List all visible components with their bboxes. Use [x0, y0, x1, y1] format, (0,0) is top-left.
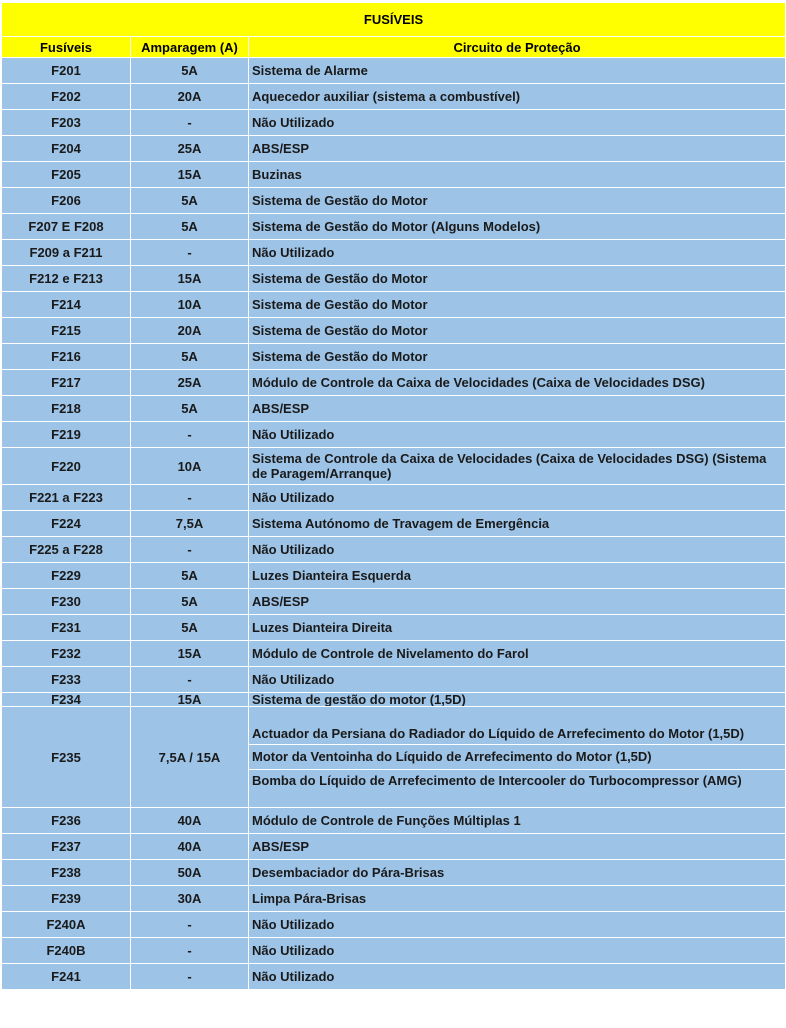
- table-title: FUSÍVEIS: [2, 3, 786, 37]
- circuit-cell: ABS/ESP: [249, 136, 786, 162]
- fuse-cell: F236: [2, 808, 131, 834]
- amperage-cell: -: [131, 240, 249, 266]
- fuse-cell: F219: [2, 422, 131, 448]
- fuse-cell: F241: [2, 964, 131, 990]
- circuit-cell: Desembaciador do Pára-Brisas: [249, 860, 786, 886]
- fuse-cell: F201: [2, 58, 131, 84]
- amperage-cell: 5A: [131, 344, 249, 370]
- table-row: [2, 886, 786, 912]
- fuse-cell: F225 a F228: [2, 537, 131, 563]
- circuit-cell: Sistema de Gestão do Motor: [249, 292, 786, 318]
- table-row: [2, 396, 786, 422]
- fuse-cell: F238: [2, 860, 131, 886]
- circuit-item: Bomba do Líquido de Arrefecimento de Intercooler do Turbocompressor (AMG): [249, 769, 785, 791]
- table-row: [2, 834, 786, 860]
- circuit-cell: Não Utilizado: [249, 912, 786, 938]
- circuit-cell: Luzes Dianteira Direita: [249, 615, 786, 641]
- table-row: [2, 370, 786, 396]
- amperage-cell: 15A: [131, 693, 249, 707]
- table-row: [2, 344, 786, 370]
- circuit-cell: Não Utilizado: [249, 240, 786, 266]
- table-row: [2, 860, 786, 886]
- amperage-cell: 15A: [131, 266, 249, 292]
- table-row: [2, 84, 786, 110]
- table-row: [2, 266, 786, 292]
- header-amperage: Amparagem (A): [131, 37, 249, 58]
- fuse-cell: F237: [2, 834, 131, 860]
- circuit-item: Motor da Ventoinha do Líquido de Arrefecimento do Motor (1,5D): [249, 744, 785, 769]
- table-row: [2, 240, 786, 266]
- fuse-cell: F218: [2, 396, 131, 422]
- circuit-cell: ABS/ESP: [249, 834, 786, 860]
- fuse-cell: F203: [2, 110, 131, 136]
- table-row: [2, 58, 786, 84]
- circuit-cell: ABS/ESP: [249, 589, 786, 615]
- fuse-cell: F240B: [2, 938, 131, 964]
- table-row: [2, 707, 786, 808]
- table-row: [2, 136, 786, 162]
- table-row: [2, 563, 786, 589]
- fuse-cell: F235: [2, 707, 131, 808]
- amperage-cell: 5A: [131, 58, 249, 84]
- circuit-cell: Não Utilizado: [249, 110, 786, 136]
- circuit-cell: Buzinas: [249, 162, 786, 188]
- fuse-cell: F224: [2, 511, 131, 537]
- fuse-cell: F216: [2, 344, 131, 370]
- amperage-cell: 20A: [131, 318, 249, 344]
- circuit-cell: Módulo de Controle de Nivelamento do Farol: [249, 641, 786, 667]
- fuse-cell: F239: [2, 886, 131, 912]
- circuit-cell: Sistema de Controle da Caixa de Velocidades (Caixa de Velocidades DSG) (Sistema de Paragem/Arranque): [249, 448, 786, 485]
- amperage-cell: 15A: [131, 641, 249, 667]
- table-row: [2, 110, 786, 136]
- circuit-cell-multi: [249, 707, 786, 808]
- fuse-cell: F240A: [2, 912, 131, 938]
- amperage-cell: -: [131, 912, 249, 938]
- table-row: [2, 641, 786, 667]
- table-row: [2, 537, 786, 563]
- amperage-cell: 5A: [131, 563, 249, 589]
- amperage-cell: -: [131, 485, 249, 511]
- circuit-cell: Sistema Autónomo de Travagem de Emergência: [249, 511, 786, 537]
- circuit-cell: Sistema de Alarme: [249, 58, 786, 84]
- circuit-cell: Sistema de Gestão do Motor (Alguns Modelos): [249, 214, 786, 240]
- fuse-cell: F212 e F213: [2, 266, 131, 292]
- circuit-cell: Não Utilizado: [249, 422, 786, 448]
- circuit-cell: Não Utilizado: [249, 938, 786, 964]
- amperage-cell: 25A: [131, 370, 249, 396]
- fuse-cell: F207 E F208: [2, 214, 131, 240]
- table-row: [2, 938, 786, 964]
- table-row: [2, 448, 786, 485]
- circuit-cell: Sistema de Gestão do Motor: [249, 188, 786, 214]
- circuit-cell: Não Utilizado: [249, 485, 786, 511]
- amperage-cell: 15A: [131, 162, 249, 188]
- table-row: [2, 693, 786, 707]
- fuse-cell: F232: [2, 641, 131, 667]
- amperage-cell: -: [131, 964, 249, 990]
- header-fuse: Fusíveis: [2, 37, 131, 58]
- fuse-table: [1, 2, 786, 990]
- table-row: [2, 188, 786, 214]
- fuse-cell: F214: [2, 292, 131, 318]
- amperage-cell: 7,5A: [131, 511, 249, 537]
- table-row: [2, 589, 786, 615]
- circuit-cell: Sistema de gestão do motor (1,5D): [249, 693, 786, 707]
- amperage-cell: 30A: [131, 886, 249, 912]
- amperage-cell: 20A: [131, 84, 249, 110]
- amperage-cell: -: [131, 422, 249, 448]
- circuit-cell: Não Utilizado: [249, 537, 786, 563]
- fuse-cell: F221 a F223: [2, 485, 131, 511]
- circuit-cell: Limpa Pára-Brisas: [249, 886, 786, 912]
- amperage-cell: 10A: [131, 292, 249, 318]
- fuse-cell: F234: [2, 693, 131, 707]
- amperage-cell: -: [131, 938, 249, 964]
- fuse-cell: F217: [2, 370, 131, 396]
- circuit-cell: Módulo de Controle de Funções Múltiplas 1: [249, 808, 786, 834]
- circuit-cell: Sistema de Gestão do Motor: [249, 344, 786, 370]
- table-row: [2, 422, 786, 448]
- table-row: [2, 214, 786, 240]
- fuse-cell: F206: [2, 188, 131, 214]
- amperage-cell: 5A: [131, 396, 249, 422]
- circuit-cell: Não Utilizado: [249, 667, 786, 693]
- amperage-cell: 5A: [131, 214, 249, 240]
- table-row: [2, 808, 786, 834]
- table-row: [2, 318, 786, 344]
- fuse-cell: F233: [2, 667, 131, 693]
- amperage-cell: 25A: [131, 136, 249, 162]
- amperage-cell: -: [131, 537, 249, 563]
- circuit-cell: Sistema de Gestão do Motor: [249, 266, 786, 292]
- fuse-cell: F209 a F211: [2, 240, 131, 266]
- table-row: [2, 912, 786, 938]
- circuit-cell: Luzes Dianteira Esquerda: [249, 563, 786, 589]
- circuit-item: Actuador da Persiana do Radiador do Líquido de Arrefecimento do Motor (1,5D): [252, 726, 745, 741]
- table-row: [2, 485, 786, 511]
- fuse-cell: F205: [2, 162, 131, 188]
- fuse-cell: F202: [2, 84, 131, 110]
- title-row: [2, 3, 786, 37]
- header-circuit: Circuito de Proteção: [249, 37, 786, 58]
- table-row: [2, 964, 786, 990]
- circuit-cell: Sistema de Gestão do Motor: [249, 318, 786, 344]
- amperage-cell: -: [131, 110, 249, 136]
- fuse-cell: F230: [2, 589, 131, 615]
- header-row: [2, 37, 786, 58]
- amperage-cell: -: [131, 667, 249, 693]
- amperage-cell: 5A: [131, 615, 249, 641]
- amperage-cell: 7,5A / 15A: [131, 707, 249, 808]
- amperage-cell: 40A: [131, 834, 249, 860]
- circuit-cell: ABS/ESP: [249, 396, 786, 422]
- fuse-cell: F231: [2, 615, 131, 641]
- fuse-cell: F204: [2, 136, 131, 162]
- table-row: [2, 162, 786, 188]
- fuse-cell: F229: [2, 563, 131, 589]
- circuit-cell: Módulo de Controle da Caixa de Velocidades (Caixa de Velocidades DSG): [249, 370, 786, 396]
- table-row: [2, 511, 786, 537]
- table-row: [2, 615, 786, 641]
- amperage-cell: 50A: [131, 860, 249, 886]
- amperage-cell: 40A: [131, 808, 249, 834]
- fuse-cell: F220: [2, 448, 131, 485]
- amperage-cell: 5A: [131, 589, 249, 615]
- amperage-cell: 10A: [131, 448, 249, 485]
- table-row: [2, 292, 786, 318]
- fuse-cell: F215: [2, 318, 131, 344]
- table-row: [2, 667, 786, 693]
- circuit-cell: Não Utilizado: [249, 964, 786, 990]
- circuit-cell: Aquecedor auxiliar (sistema a combustível): [249, 84, 786, 110]
- amperage-cell: 5A: [131, 188, 249, 214]
